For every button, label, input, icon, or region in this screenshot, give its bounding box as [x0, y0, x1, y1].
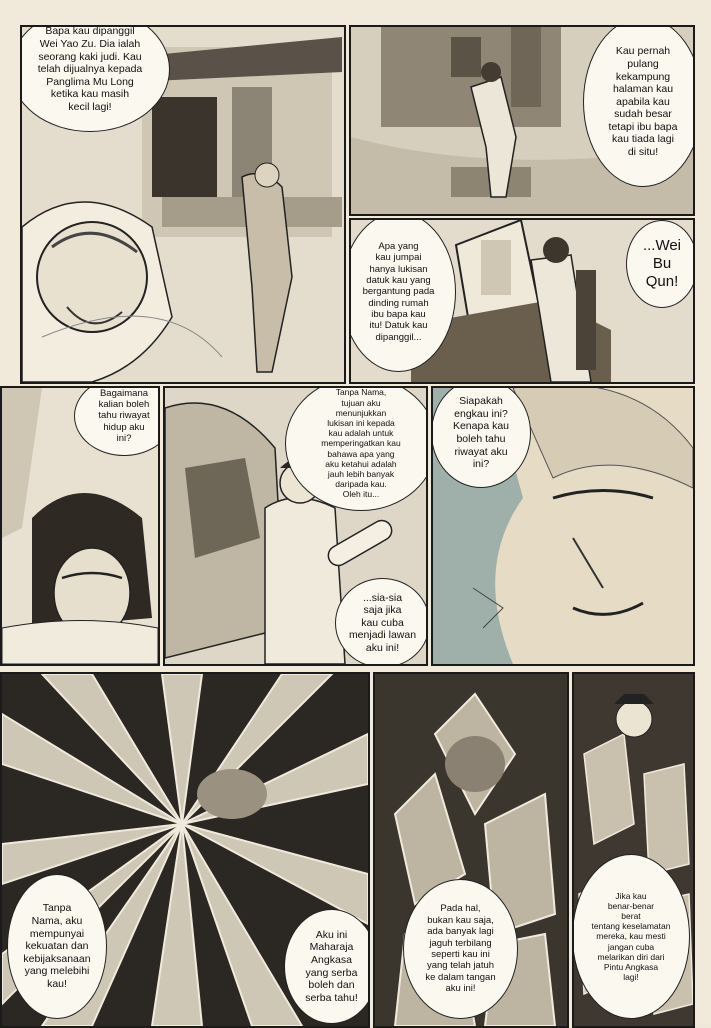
speech-text: Apa yang kau jumpai hanya lukisan datuk kau yang bergantung pada dinding rumah ibu bapa kau itu! Datuk kau dipanggil...: [362, 240, 435, 343]
speech-bubble: [572, 854, 690, 1019]
speech-text: Jika kau benar-benar berat tentang keselamatan mereka, kau mesti jangan cuba melarikan diri dari Pintu Angkasa lagi!: [591, 890, 671, 983]
panel-6-closeup: [431, 386, 695, 666]
panel-3-painting: [349, 218, 695, 384]
panel-5-emperor: [163, 386, 428, 666]
speech-text: Bagaimana kalian boleh tahu riwayat hidup aku ini?: [98, 387, 150, 445]
speech-text: Aku ini Maharaja Angkasa yang serba boleh dan serba tahu!: [305, 928, 358, 1004]
panel-1-courtyard: [20, 25, 346, 384]
speech-text: Bapa kau dipanggil Wei Yao Zu. Dia ialah seorang kaki judi. Kau telah dijualnya kepada Panglima Mu Long ketika kau masih kecil lagi!: [37, 25, 143, 113]
panel-7-shatter: [0, 672, 370, 1028]
speech-text: Siapakah engkau ini? Kenapa kau boleh tahu riwayat aku ini?: [452, 395, 510, 471]
speech-text: ...sia-sia saja jika kau cuba menjadi lawan aku ini!: [348, 591, 417, 654]
speech-text: Pada hal, bukan kau saja, ada banyak lagi jaguh terbilang seperti kau ini yang telah jatuh ke dalam tangan aku ini!: [425, 903, 496, 995]
speech-text: Kau pernah pulang kekampung halaman kau apabila kau sudah besar tetapi ibu bapa kau tiada lagi di situ!: [608, 45, 678, 159]
panel-4-longhair: [0, 386, 160, 666]
panel-2-village: [349, 25, 695, 216]
speech-bubble: [335, 578, 428, 666]
speech-bubble: [7, 874, 107, 1019]
speech-text: Tanpa Nama, aku mempunyai kekuatan dan kebijaksanaan yang melebihi kau!: [23, 902, 91, 990]
speech-text: ...Wei Bu Qun!: [642, 237, 682, 290]
speech-text: Tanpa Nama, tujuan aku menunjukkan lukisan ini kepada kau adalah untuk memperingatkan kau bahawa apa yang aku ketahui adalah jauh lebih banyak daripada kau. Oleh itu...: [321, 387, 401, 500]
panel-8-crystals: [373, 672, 569, 1028]
speech-bubble: [403, 879, 518, 1019]
speech-bubble: [626, 220, 695, 308]
speech-bubble: [284, 909, 370, 1024]
panel-9-figure: [572, 672, 695, 1028]
